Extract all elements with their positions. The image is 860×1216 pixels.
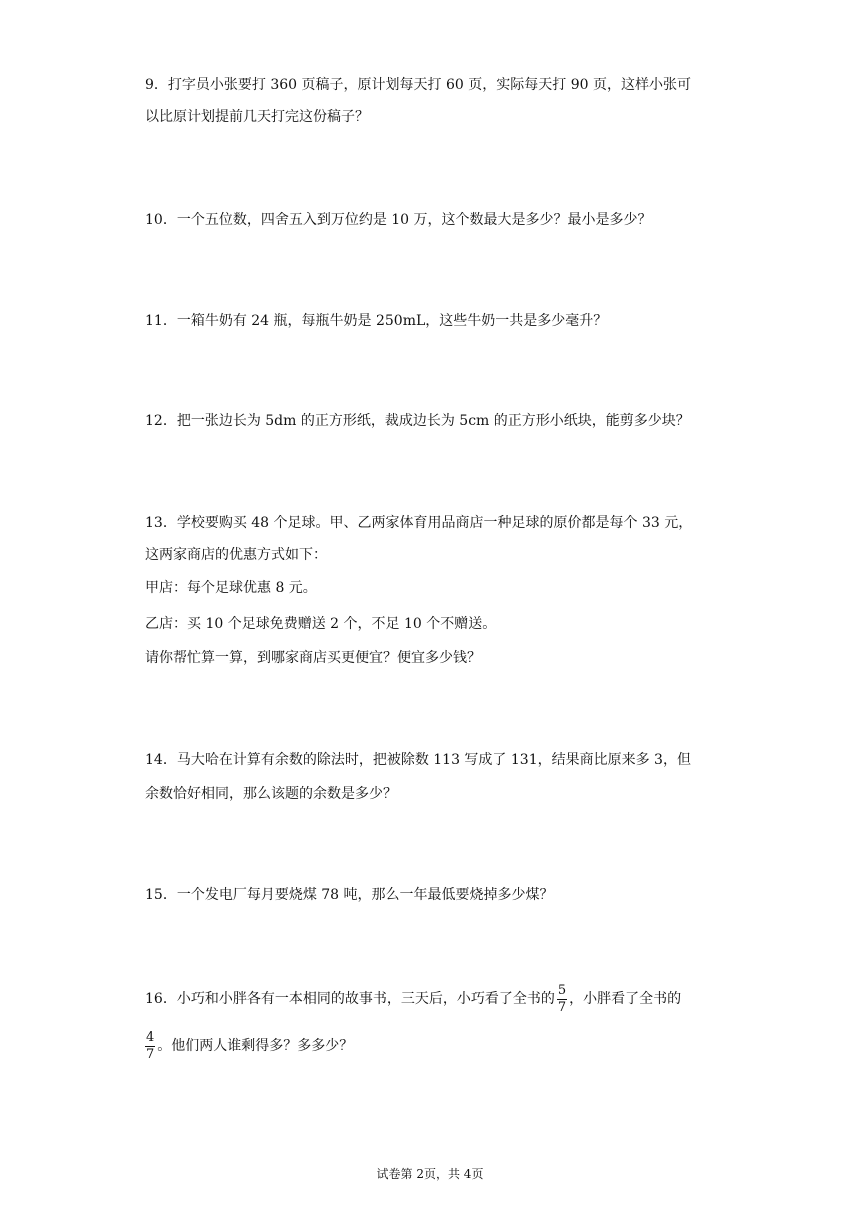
question-9-line-1: 9．打字员小张要打 360 页稿子，原计划每天打 60 页，实际每天打 90 页，这样小张可 [145,77,691,93]
question-16-text-b: ，小胖看了全书的 [569,991,682,1007]
question-12-line-1: 12．把一张边长为 5dm 的正方形纸，裁成边长为 5cm 的正方形小纸块，能剪多少块？ [145,413,690,429]
question-14-line-1: 14．马大哈在计算有余数的除法时，把被除数 113 写成了 131，结果商比原来多 3，但 [145,752,691,768]
page-footer: 试卷第 2页，共 4页 [376,1167,484,1181]
question-10-line-1: 10．一个五位数，四舍五入到万位约是 10 万，这个数最大是多少？最小是多少？ [145,212,652,228]
question-13-line-3: 甲店：每个足球优惠 8 元。 [145,580,317,596]
question-16-line-1 [145,981,681,1017]
fraction-numerator: 4 [146,1029,155,1045]
question-16-text-c: 。他们两人谁剩得多？多多少？ [157,1038,354,1054]
question-13-line-1: 13．学校要购买 48 个足球。甲、乙两家体育用品商店一种足球的原价都是每个 33 元， [145,515,693,531]
question-15-line-1: 15．一个发电厂每月要烧煤 78 吨，那么一年最低要烧掉多少煤？ [145,887,554,903]
fraction-numerator: 5 [557,982,567,998]
question-13-line-2: 这两家商店的优惠方式如下： [145,547,327,563]
question-13-line-5: 请你帮忙算一算，到哪家商店买更便宜？便宜多少钱？ [145,650,481,666]
fraction-five-sevenths [557,983,567,1016]
question-16-text-a: 16．小巧和小胖各有一本相同的故事书，三天后，小巧看了全书的 [145,991,555,1007]
fraction-four-sevenths [145,1030,155,1063]
question-9-line-2: 以比原计划提前几天打完这份稿子？ [145,109,369,125]
fraction-denominator: 7 [557,999,567,1015]
question-14-line-2: 余数恰好相同，那么该题的余数是多少？ [145,786,397,802]
question-11-line-1: 11．一箱牛奶有 24 瓶，每瓶牛奶是 250mL，这些牛奶一共是多少毫升？ [145,313,608,329]
question-13-line-4: 乙店：买 10 个足球免费赠送 2 个，不足 10 个不赠送。 [145,616,497,632]
fraction-denominator: 7 [146,1046,155,1062]
question-16-line-2 [145,1028,353,1064]
